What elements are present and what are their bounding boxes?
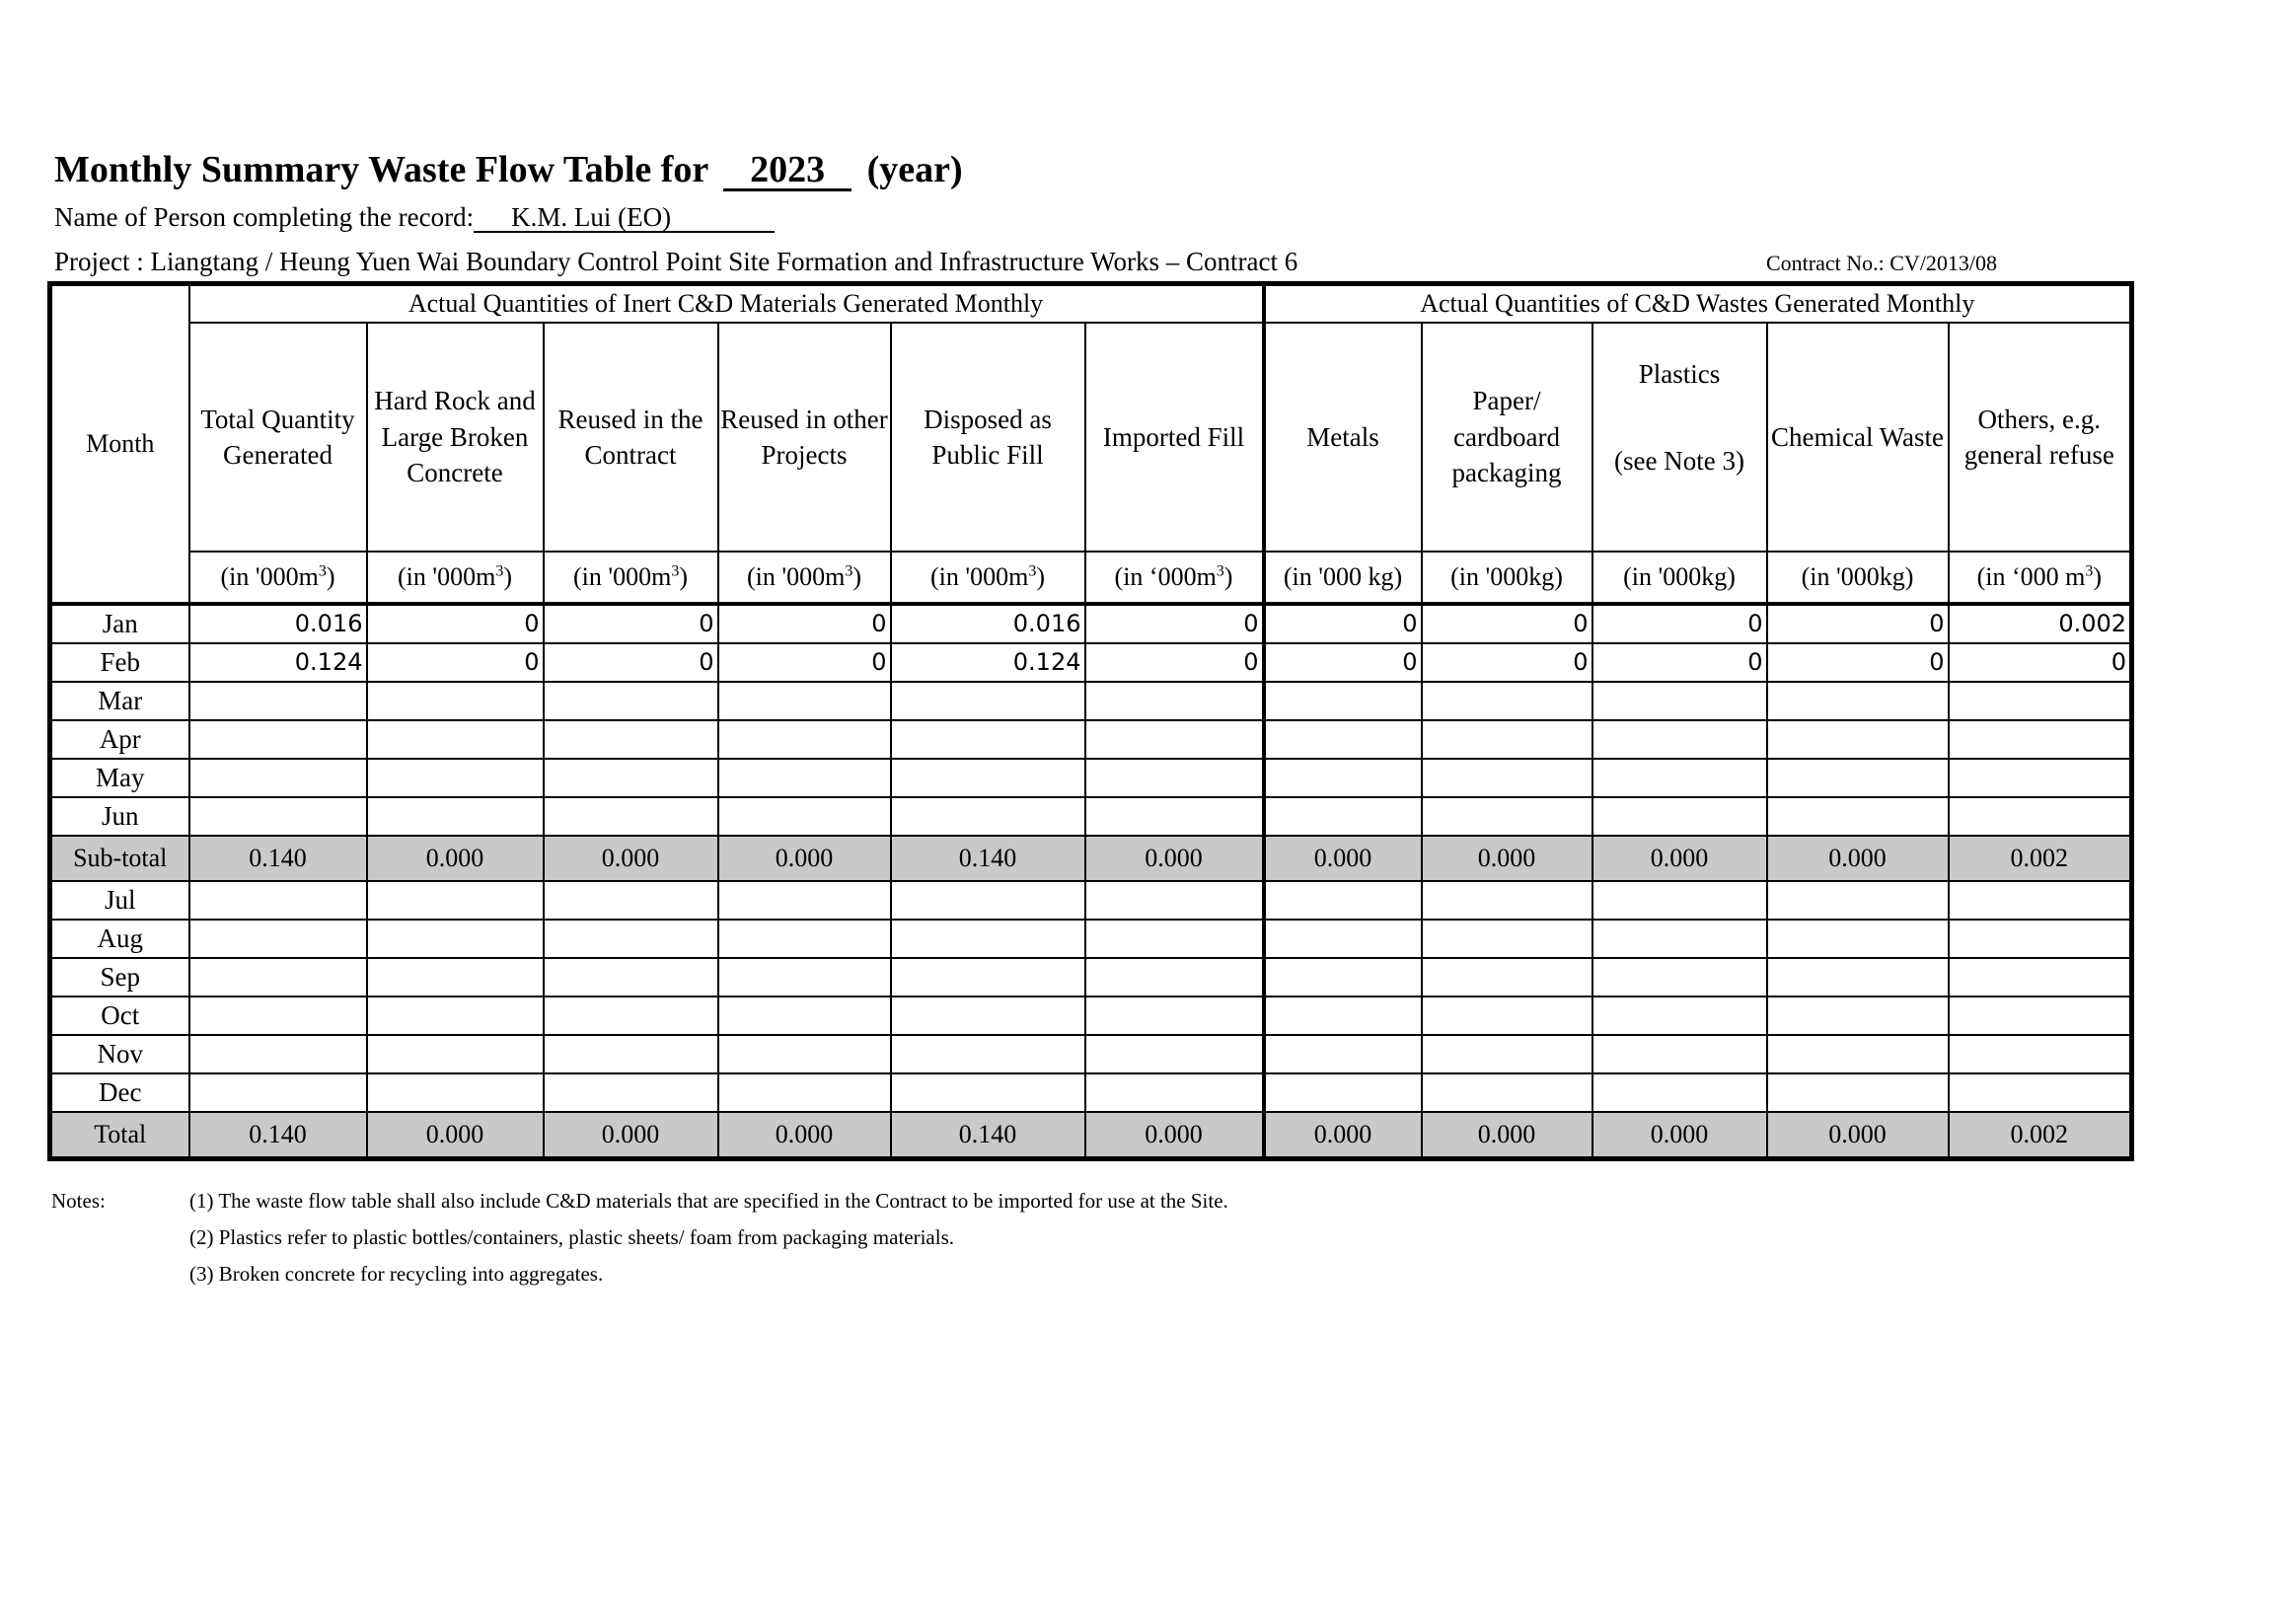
value-cell: 0.000 — [1592, 1112, 1767, 1159]
value-cell: 0.000 — [544, 836, 718, 881]
value-cell — [1085, 1073, 1264, 1112]
value-cell — [1085, 720, 1264, 759]
column-header: Chemical Waste — [1767, 323, 1949, 552]
notes-label: Notes: — [51, 1189, 106, 1213]
value-cell: 0.000 — [544, 1112, 718, 1159]
year-field: 2023 — [723, 151, 852, 191]
summary-label: Sub-total — [50, 836, 189, 881]
column-unit — [1085, 552, 1264, 604]
value-cell — [1767, 797, 1949, 836]
month-cell: Jun — [50, 797, 189, 836]
column-unit — [544, 552, 718, 604]
value-cell: 0.002 — [1949, 1112, 2132, 1159]
value-cell — [891, 759, 1085, 797]
month-cell: Jul — [50, 881, 189, 920]
group-wastes-header: Actual Quantities of C&D Wastes Generated Monthly — [1264, 284, 2132, 324]
value-cell — [544, 997, 718, 1035]
value-cell — [1422, 920, 1592, 958]
value-cell — [1949, 1073, 2132, 1112]
table-row — [50, 643, 2132, 682]
value-cell — [367, 881, 544, 920]
value-cell: 0 — [1422, 643, 1592, 682]
table-row — [50, 920, 2132, 958]
value-cell — [891, 920, 1085, 958]
column-header: Imported Fill — [1085, 323, 1264, 552]
summary-row — [50, 1112, 2132, 1159]
unit-end: ) — [503, 562, 512, 592]
value-cell — [1085, 958, 1264, 997]
value-cell — [1264, 958, 1422, 997]
column-unit — [1592, 552, 1767, 604]
value-cell: 0.000 — [1767, 1112, 1949, 1159]
column-header — [1592, 323, 1767, 552]
unit-text: (in '000m — [930, 562, 1029, 592]
value-cell: 0 — [1085, 643, 1264, 682]
value-cell: 0.000 — [1085, 1112, 1264, 1159]
unit-superscript: 3 — [671, 562, 680, 580]
column-unit — [1264, 552, 1422, 604]
unit-end: ) — [326, 562, 335, 592]
unit-text: (in ‘000m — [1114, 562, 1217, 592]
value-cell: 0 — [1592, 604, 1767, 643]
unit-text: (in ‘000 m — [1976, 562, 2086, 592]
value-cell — [718, 720, 891, 759]
month-cell: May — [50, 759, 189, 797]
value-cell — [367, 958, 544, 997]
value-cell — [891, 997, 1085, 1035]
month-cell: Jan — [50, 604, 189, 643]
value-cell — [189, 759, 367, 797]
column-unit — [1422, 552, 1592, 604]
value-cell — [1592, 797, 1767, 836]
project-line: Project : Liangtang / Heung Yuen Wai Boundary Control Point Site Formation and Infrastructure Works – Contract 6 — [54, 247, 1298, 276]
value-cell — [367, 920, 544, 958]
value-cell — [1085, 997, 1264, 1035]
value-cell — [1264, 1073, 1422, 1112]
title-suffix: (year) — [866, 149, 963, 190]
table-row — [50, 759, 2132, 797]
value-cell — [1767, 997, 1949, 1035]
value-cell: 0.000 — [1264, 836, 1422, 881]
value-cell — [189, 720, 367, 759]
value-cell — [718, 682, 891, 720]
value-cell: 0.000 — [1264, 1112, 1422, 1159]
value-cell — [1264, 759, 1422, 797]
unit-superscript: 3 — [318, 562, 327, 580]
value-cell — [189, 881, 367, 920]
value-cell — [1592, 881, 1767, 920]
column-header: Reused in the Contract — [544, 323, 718, 552]
column-header: Others, e.g. general refuse — [1949, 323, 2132, 552]
value-cell — [189, 920, 367, 958]
month-cell: Aug — [50, 920, 189, 958]
table-row — [50, 958, 2132, 997]
value-cell: 0 — [1264, 604, 1422, 643]
note-item: (3) Broken concrete for recycling into aggregates. — [189, 1262, 604, 1286]
value-cell — [189, 797, 367, 836]
value-cell — [367, 759, 544, 797]
value-cell: 0.000 — [367, 836, 544, 881]
unit-end: ) — [1223, 562, 1233, 592]
value-cell — [1422, 997, 1592, 1035]
value-cell — [1592, 958, 1767, 997]
value-cell — [544, 920, 718, 958]
value-cell — [1949, 958, 2132, 997]
note-item: (2) Plastics refer to plastic bottles/containers, plastic sheets/ foam from packaging materials. — [189, 1225, 955, 1249]
value-cell: 0.124 — [891, 643, 1085, 682]
value-cell: 0 — [1767, 643, 1949, 682]
value-cell — [891, 1073, 1085, 1112]
unit-superscript: 3 — [1216, 562, 1224, 580]
month-cell: Dec — [50, 1073, 189, 1112]
value-cell — [1767, 720, 1949, 759]
page-title — [54, 148, 963, 191]
value-cell — [1264, 920, 1422, 958]
unit-superscript: 3 — [2085, 562, 2094, 580]
table-row — [50, 720, 2132, 759]
value-cell — [189, 958, 367, 997]
month-cell: Apr — [50, 720, 189, 759]
person-name: K.M. Lui (EO) — [474, 204, 775, 233]
value-cell — [1422, 720, 1592, 759]
value-cell — [367, 720, 544, 759]
value-cell — [1949, 881, 2132, 920]
value-cell: 0.000 — [1422, 1112, 1592, 1159]
value-cell: 0.000 — [1422, 836, 1592, 881]
table-row — [50, 881, 2132, 920]
value-cell — [1264, 881, 1422, 920]
month-cell: Feb — [50, 643, 189, 682]
value-cell: 0.002 — [1949, 836, 2132, 881]
value-cell: 0.140 — [891, 1112, 1085, 1159]
unit-end: ) — [1036, 562, 1045, 592]
unit-text: (in '000kg) — [1623, 562, 1736, 592]
value-cell — [1592, 759, 1767, 797]
column-note: (see Note 3) — [1614, 446, 1744, 476]
value-cell: 0 — [1422, 604, 1592, 643]
value-cell — [1085, 1035, 1264, 1073]
value-cell — [718, 920, 891, 958]
value-cell — [1085, 682, 1264, 720]
unit-text: (in '000m — [220, 562, 319, 592]
value-cell — [189, 1035, 367, 1073]
month-cell: Sep — [50, 958, 189, 997]
value-cell: 0 — [1767, 604, 1949, 643]
value-cell — [718, 997, 891, 1035]
value-cell — [891, 1035, 1085, 1073]
value-cell — [544, 720, 718, 759]
value-cell: 0.016 — [891, 604, 1085, 643]
value-cell — [1264, 997, 1422, 1035]
month-header: Month — [50, 284, 189, 605]
value-cell — [189, 682, 367, 720]
value-cell — [544, 881, 718, 920]
value-cell: 0.140 — [891, 836, 1085, 881]
value-cell — [544, 682, 718, 720]
value-cell — [1422, 958, 1592, 997]
unit-text: (in '000m — [573, 562, 672, 592]
value-cell — [367, 997, 544, 1035]
value-cell — [544, 1073, 718, 1112]
title-prefix: Monthly Summary Waste Flow Table for — [54, 149, 708, 190]
value-cell — [544, 1035, 718, 1073]
column-unit — [367, 552, 544, 604]
value-cell — [1264, 797, 1422, 836]
value-cell — [544, 797, 718, 836]
column-header: Metals — [1264, 323, 1422, 552]
value-cell: 0.000 — [1085, 836, 1264, 881]
value-cell — [1767, 759, 1949, 797]
value-cell — [1949, 997, 2132, 1035]
value-cell — [1949, 720, 2132, 759]
value-cell — [1949, 759, 2132, 797]
value-cell — [1085, 881, 1264, 920]
value-cell: 0.000 — [718, 836, 891, 881]
value-cell — [1767, 881, 1949, 920]
value-cell — [1592, 997, 1767, 1035]
value-cell — [367, 682, 544, 720]
waste-flow-table — [47, 281, 2134, 1161]
value-cell — [1422, 1035, 1592, 1073]
value-cell: 0.000 — [1592, 836, 1767, 881]
value-cell: 0.000 — [367, 1112, 544, 1159]
value-cell — [1592, 720, 1767, 759]
value-cell: 0 — [1085, 604, 1264, 643]
value-cell: 0 — [367, 643, 544, 682]
value-cell: 0.000 — [718, 1112, 891, 1159]
value-cell: 0.140 — [189, 1112, 367, 1159]
value-cell — [891, 682, 1085, 720]
value-cell: 0.002 — [1949, 604, 2132, 643]
value-cell — [891, 881, 1085, 920]
value-cell — [1264, 682, 1422, 720]
value-cell: 0 — [544, 643, 718, 682]
value-cell — [1085, 797, 1264, 836]
value-cell — [1422, 759, 1592, 797]
column-header: Reused in other Projects — [718, 323, 891, 552]
value-cell — [544, 759, 718, 797]
value-cell — [891, 720, 1085, 759]
value-cell — [1592, 1035, 1767, 1073]
value-cell — [718, 881, 891, 920]
value-cell — [1949, 1035, 2132, 1073]
value-cell — [367, 1035, 544, 1073]
unit-text: (in '000m — [747, 562, 846, 592]
value-cell: 0 — [718, 604, 891, 643]
unit-superscript: 3 — [1028, 562, 1037, 580]
table-row — [50, 797, 2132, 836]
unit-superscript: 3 — [495, 562, 504, 580]
column-label: Plastics — [1638, 358, 1721, 389]
value-cell — [718, 797, 891, 836]
column-header: Total Quantity Generated — [189, 323, 367, 552]
value-cell — [891, 958, 1085, 997]
column-unit — [1949, 552, 2132, 604]
value-cell — [1592, 1073, 1767, 1112]
summary-label: Total — [50, 1112, 189, 1159]
column-header: Hard Rock and Large Broken Concrete — [367, 323, 544, 552]
unit-text: (in '000 kg) — [1283, 562, 1403, 592]
value-cell — [718, 958, 891, 997]
value-cell — [1592, 682, 1767, 720]
value-cell: 0 — [718, 643, 891, 682]
group-inert-header: Actual Quantities of Inert C&D Materials Generated Monthly — [189, 284, 1264, 324]
month-cell: Mar — [50, 682, 189, 720]
value-cell — [1949, 920, 2132, 958]
unit-superscript: 3 — [845, 562, 853, 580]
value-cell — [1949, 797, 2132, 836]
month-cell: Nov — [50, 1035, 189, 1073]
value-cell — [1085, 920, 1264, 958]
value-cell: 0.124 — [189, 643, 367, 682]
unit-end: ) — [852, 562, 861, 592]
value-cell: 0.140 — [189, 836, 367, 881]
value-cell — [1422, 881, 1592, 920]
value-cell — [367, 1073, 544, 1112]
column-unit — [718, 552, 891, 604]
value-cell — [718, 759, 891, 797]
value-cell — [1949, 682, 2132, 720]
value-cell — [189, 997, 367, 1035]
table-row — [50, 682, 2132, 720]
table-row — [50, 604, 2132, 643]
value-cell: 0 — [367, 604, 544, 643]
person-label: Name of Person completing the record: — [54, 202, 475, 232]
value-cell: 0 — [1264, 643, 1422, 682]
person-line — [54, 202, 775, 233]
value-cell: 0.000 — [1767, 836, 1949, 881]
column-header: Paper/ cardboard packaging — [1422, 323, 1592, 552]
table-row — [50, 997, 2132, 1035]
column-header: Disposed as Public Fill — [891, 323, 1085, 552]
value-cell — [367, 797, 544, 836]
contract-number: Contract No.: CV/2013/08 — [1766, 251, 1998, 275]
value-cell — [1422, 797, 1592, 836]
value-cell — [718, 1035, 891, 1073]
month-cell: Oct — [50, 997, 189, 1035]
value-cell — [544, 958, 718, 997]
table-row — [50, 1035, 2132, 1073]
table-row — [50, 1073, 2132, 1112]
value-cell — [1264, 1035, 1422, 1073]
unit-text: (in '000kg) — [1450, 562, 1563, 592]
value-cell — [189, 1073, 367, 1112]
value-cell — [1767, 958, 1949, 997]
value-cell — [1767, 682, 1949, 720]
column-unit — [891, 552, 1085, 604]
value-cell — [1767, 1073, 1949, 1112]
value-cell: 0 — [1592, 643, 1767, 682]
value-cell — [1767, 1035, 1949, 1073]
unit-text: (in '000m — [398, 562, 496, 592]
value-cell: 0 — [1949, 643, 2132, 682]
unit-text: (in '000kg) — [1801, 562, 1914, 592]
value-cell — [1264, 720, 1422, 759]
column-unit — [1767, 552, 1949, 604]
unit-end: ) — [2093, 562, 2102, 592]
value-cell — [1422, 682, 1592, 720]
value-cell — [718, 1073, 891, 1112]
note-item: (1) The waste flow table shall also include C&D materials that are specified in the Contract to be imported for use at the Site. — [189, 1189, 1228, 1213]
column-unit — [189, 552, 367, 604]
unit-end: ) — [679, 562, 688, 592]
value-cell — [1085, 759, 1264, 797]
value-cell — [1592, 920, 1767, 958]
value-cell: 0 — [544, 604, 718, 643]
value-cell — [1422, 1073, 1592, 1112]
value-cell — [1767, 920, 1949, 958]
value-cell — [891, 797, 1085, 836]
value-cell: 0.016 — [189, 604, 367, 643]
summary-row — [50, 836, 2132, 881]
